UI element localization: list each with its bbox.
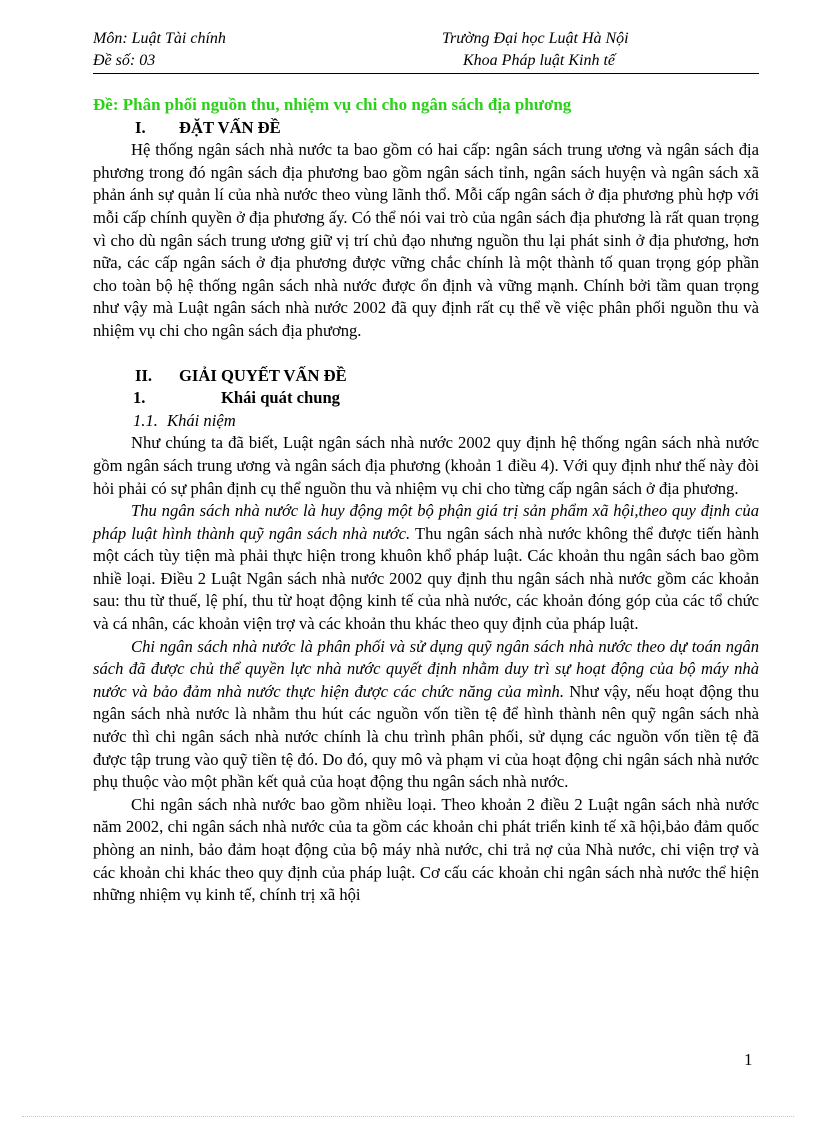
paragraph-overview: Như chúng ta đã biết, Luật ngân sách nhà nước 2002 quy định hệ thống ngân sách nhà nước gồm ngân sách trung ương và ngân sách địa phương (khoản 1 điều 4). Với quy định như thế này đòi hỏi phải có sự phân định cụ thể nguồn thu và nhiệm vụ chi cho từng cấp ngân sách ở địa phương. — [93, 433, 759, 498]
page-bottom-border — [22, 1116, 794, 1117]
subsection-title-1: Khái quát chung — [221, 388, 340, 408]
document-body — [93, 94, 759, 907]
subsubsection-number-1-1: 1.1. — [133, 410, 158, 430]
section-title-1: ĐẶT VẤN ĐỀ — [179, 117, 281, 137]
section-title-2: GIẢI QUYẾT VẤN ĐỀ — [179, 365, 347, 385]
header-faculty: Khoa Pháp luật Kinh tế — [463, 52, 615, 69]
paragraph-intro: Hệ thống ngân sách nhà nước ta bao gồm có hai cấp: ngân sách trung ương và ngân sách địa phương trong đó ngân sách địa phương bao gồm ngân sách tỉnh, ngân sách huyện và ngân sách xã phản ánh sự quản lí của nhà nước theo vùng lãnh thổ. Mỗi cấp ngân sách ở địa phương phù hợp với mỗi cấp chính quyền ở địa phương ấy. Có thể nói vai trò của ngân sách địa phương là rất quan trọng vì cho dù ngân sách trung ương giữ vị trí chủ đạo nhưng nguồn thu lại phát sinh ở địa phương, hơn nữa, các cấp ngân sách ở địa phương được vững chắc chính là một thành tố quan trọng góp phần cho toàn bộ hệ thống ngân sách nhà nước được ổn định và vững mạnh. Chính bởi tầm quan trọng như vậy mà Luật ngân sách nhà nước 2002 đã quy định rất cụ thể về việc phân phối nguồn thu và nhiệm vụ chi cho ngân sách địa phương. — [93, 140, 759, 340]
subsubsection-heading-1-1 — [93, 410, 759, 433]
section-number-1: I. — [135, 117, 146, 137]
page-number: 1 — [744, 1050, 753, 1069]
section-number-2: II. — [135, 365, 153, 385]
header-school: Trường Đại học Luật Hà Nội — [442, 30, 629, 47]
header-exam-number: Đề số: 03 — [93, 52, 156, 69]
revenue-definition-text: Thu ngân sách nhà nước không thể được tiến hành một cách tùy tiện mà phải thực hiện trong khuôn khổ pháp luật. Các khoản thu ngân sách bao gồm nhiề loại. Điều 2 Luật Ngân sách nhà nước 2002 quy định thu ngân sách nhà nước gồm các khoản sau: thu từ thuế, lệ phí, thu từ hoạt động kinh tế của nhà nước, các khoản đóng góp của các tổ chức và cá nhân, các khoản viện trợ và các khoản thu khác theo quy định của pháp luật. — [93, 523, 759, 634]
header-subject: Môn: Luật Tài chính — [93, 30, 226, 47]
expenditure-definition-italic: Chi ngân sách nhà nước là phân phối và sử dụng quỹ ngân sách nhà nước theo dự toán ngân sách đã được chủ thể quyền lực nhà nước quyết định nhằm duy trì sự hoạt động của bộ máy nhà nước và bảo đảm nhà nước thực hiện được các chức năng của mình. — [93, 636, 759, 701]
revenue-definition-italic: Thu ngân sách nhà nước là huy động một bộ phận giá trị sản phẩm xã hội,theo quy định của pháp luật hình thành quỹ ngân sách nhà nước. — [93, 501, 759, 543]
document-title: Đề: Phân phối nguồn thu, nhiệm vụ chi cho ngân sách địa phương — [93, 95, 572, 114]
section-heading-2 — [93, 365, 759, 388]
paragraph-revenue-definition — [93, 500, 759, 636]
paragraph-expenditure-types: Chi ngân sách nhà nước bao gồm nhiều loại. Theo khoản 2 điều 2 Luật ngân sách nhà nước năm 2002, chi ngân sách nhà nước của ta gồm các khoản chi phát triển kinh tế xã hội,bảo đảm quốc phòng an ninh, bảo đảm hoạt động của bộ máy nhà nước, chi trả nợ của Nhà nước, chi viện trợ và các khoản chi khác theo quy định của pháp luật. Cơ cấu các khoản chi ngân sách nhà nước thể hiện những nhiệm vụ kinh tế, chính trị xã hội — [93, 794, 759, 905]
expenditure-definition-text: Như vậy, nếu hoạt động thu ngân sách nhà nước là nhằm thu hút các nguồn vốn tiền tệ để hình thành nên quỹ ngân sách nhà nước thì chi ngân sách nhà nước chính là chu trình phân phối, sử dụng các nguồn vốn tiền tệ đã được tập trung vào quỹ tiền tệ đó. Do đó, quy mô và phạm vi của hoạt động chi ngân sách nhà nước phụ thuộc vào một phần kết quả của hoạt động thu ngân sách nhà nước. — [93, 681, 759, 792]
subsection-number-1: 1. — [133, 388, 146, 408]
subsubsection-title-1-1: Khái niệm — [167, 410, 236, 430]
subsection-heading-1 — [93, 387, 759, 410]
header-rule — [93, 73, 759, 74]
section-heading-1 — [93, 117, 759, 140]
paragraph-expenditure-definition — [93, 636, 759, 794]
